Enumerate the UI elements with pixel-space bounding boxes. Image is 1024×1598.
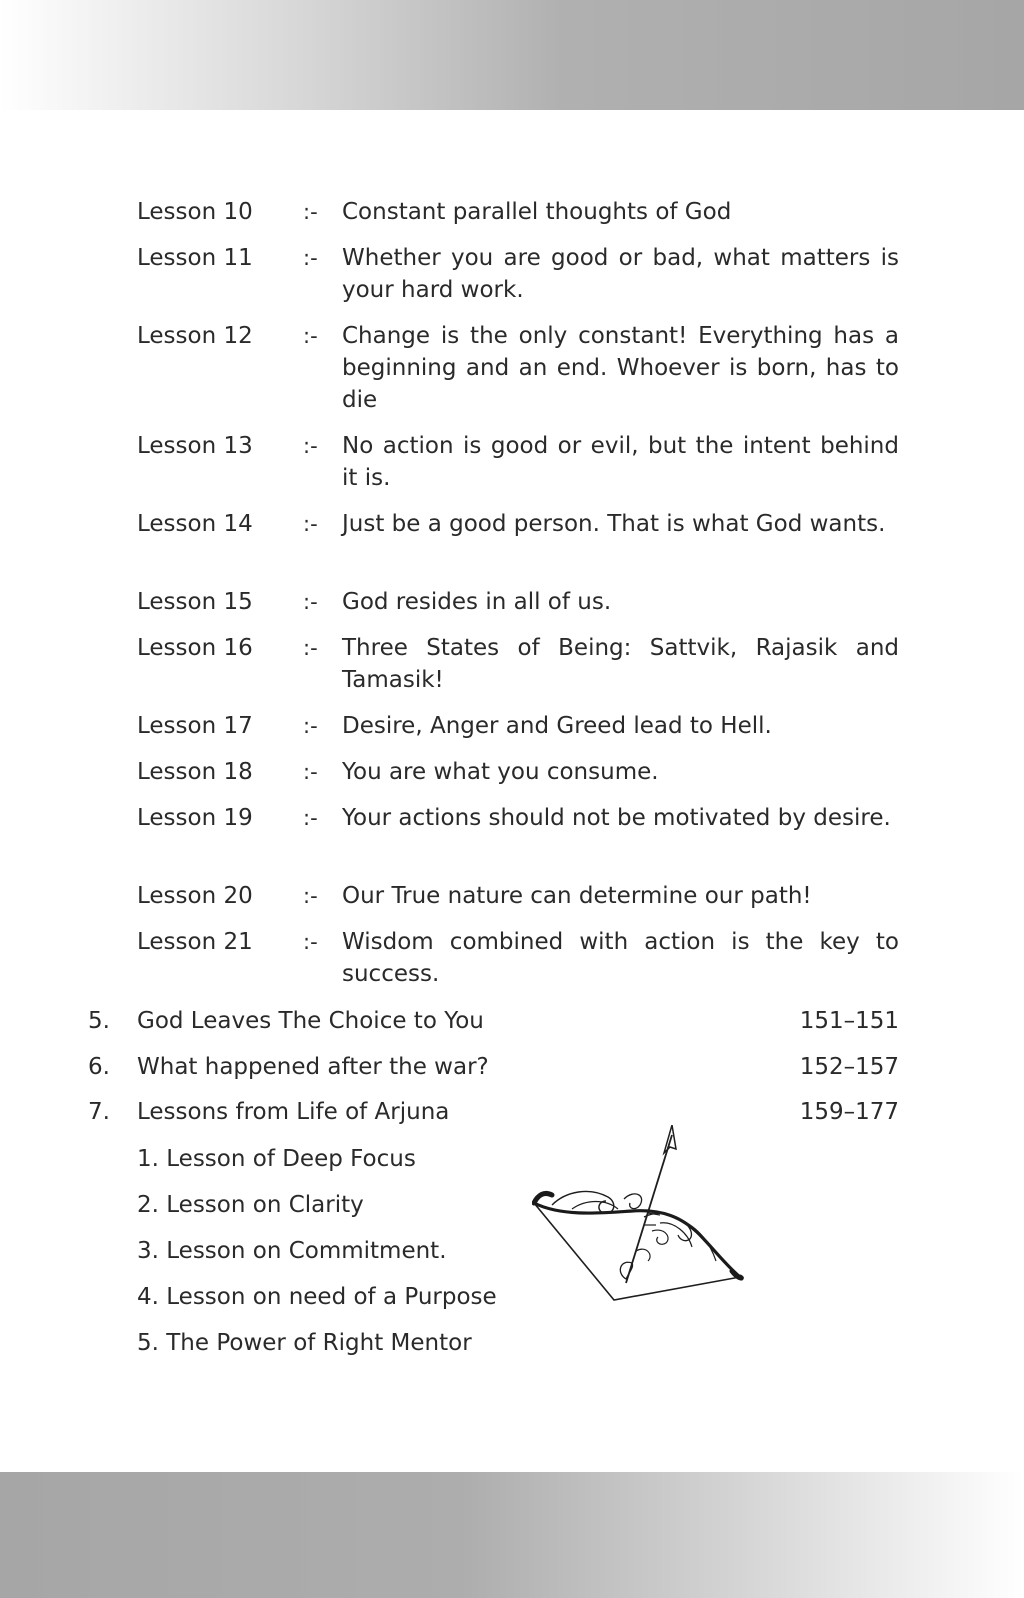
- lesson-row-16: [137, 632, 899, 696]
- lesson-label: Lesson 20: [137, 883, 253, 909]
- lesson-row-17: [137, 710, 899, 742]
- lesson-separator: :-: [303, 434, 318, 458]
- lesson-separator: :-: [303, 930, 318, 954]
- lesson-separator: :-: [303, 246, 318, 270]
- lesson-text: Whether you are good or bad, what matters is your hard work.: [342, 245, 899, 303]
- lesson-row-20: [137, 880, 899, 912]
- lesson-text: Wisdom combined with action is the key to success.: [342, 929, 899, 987]
- toc-entry-title: Lessons from Life of Arjuna: [137, 1099, 450, 1125]
- lesson-row-12: [137, 320, 899, 416]
- toc-entry-5[interactable]: [88, 1005, 899, 1037]
- toc-entry-number: 5.: [88, 1008, 110, 1034]
- lesson-text: God resides in all of us.: [342, 589, 612, 615]
- lesson-row-18: [137, 756, 899, 788]
- lesson-row-19: [137, 802, 899, 834]
- lesson-text: Your actions should not be motivated by desire.: [342, 805, 891, 831]
- sublesson-item-3: 3. Lesson on Commitment.: [137, 1238, 447, 1264]
- lesson-text: Just be a good person. That is what God wants.: [342, 511, 886, 537]
- lesson-label: Lesson 12: [137, 323, 253, 349]
- lesson-label: Lesson 17: [137, 713, 253, 739]
- lesson-row-21: [137, 926, 899, 990]
- lesson-separator: :-: [303, 884, 318, 908]
- toc-entry-number: 7.: [88, 1099, 110, 1125]
- toc-entry-pages: 151–151: [799, 1008, 899, 1034]
- lesson-label: Lesson 19: [137, 805, 253, 831]
- toc-entry-6[interactable]: [88, 1051, 899, 1083]
- lesson-row-11: [137, 242, 899, 306]
- lesson-label: Lesson 21: [137, 929, 253, 955]
- lesson-label: Lesson 18: [137, 759, 253, 785]
- lesson-separator: :-: [303, 760, 318, 784]
- lesson-separator: :-: [303, 636, 318, 660]
- toc-entry-title: God Leaves The Choice to You: [137, 1008, 484, 1034]
- lesson-label: Lesson 16: [137, 635, 253, 661]
- lesson-separator: :-: [303, 714, 318, 738]
- lesson-text: Our True nature can determine our path!: [342, 883, 812, 909]
- toc-entry-pages: 152–157: [799, 1054, 899, 1080]
- lesson-row-15: [137, 586, 899, 618]
- footer-gradient-band: [0, 1472, 1024, 1598]
- bow-and-arrow-icon: [532, 1125, 762, 1310]
- lesson-text: Desire, Anger and Greed lead to Hell.: [342, 713, 772, 739]
- sublesson-item-2: 2. Lesson on Clarity: [137, 1192, 364, 1218]
- lesson-label: Lesson 15: [137, 589, 253, 615]
- lesson-label: Lesson 14: [137, 511, 253, 537]
- sublesson-item-5: 5. The Power of Right Mentor: [137, 1330, 472, 1356]
- lesson-separator: :-: [303, 324, 318, 348]
- lesson-row-13: [137, 430, 899, 494]
- header-gradient-band: [0, 0, 1024, 110]
- lesson-separator: :-: [303, 590, 318, 614]
- sublesson-item-4: 4. Lesson on need of a Purpose: [137, 1284, 497, 1310]
- toc-entry-number: 6.: [88, 1054, 110, 1080]
- lesson-text: Three States of Being: Sattvik, Rajasik and Tamasik!: [342, 635, 899, 693]
- lesson-label: Lesson 11: [137, 245, 253, 271]
- lesson-separator: :-: [303, 806, 318, 830]
- lesson-separator: :-: [303, 200, 318, 224]
- lesson-separator: :-: [303, 512, 318, 536]
- lesson-row-14: [137, 508, 899, 540]
- toc-entry-pages: 159–177: [799, 1099, 899, 1125]
- lesson-text: Change is the only constant! Everything has a beginning and an end. Whoever is born, has to die: [342, 323, 899, 413]
- toc-entry-title: What happened after the war?: [137, 1054, 489, 1080]
- lesson-row-10: [137, 196, 899, 228]
- toc-entry-7[interactable]: [88, 1096, 899, 1128]
- lesson-text: No action is good or evil, but the intent behind it is.: [342, 433, 899, 491]
- lesson-label: Lesson 13: [137, 433, 253, 459]
- lesson-label: Lesson 10: [137, 199, 253, 225]
- lesson-text: Constant parallel thoughts of God: [342, 199, 732, 225]
- sublesson-item-1: 1. Lesson of Deep Focus: [137, 1146, 416, 1172]
- lesson-text: You are what you consume.: [342, 759, 659, 785]
